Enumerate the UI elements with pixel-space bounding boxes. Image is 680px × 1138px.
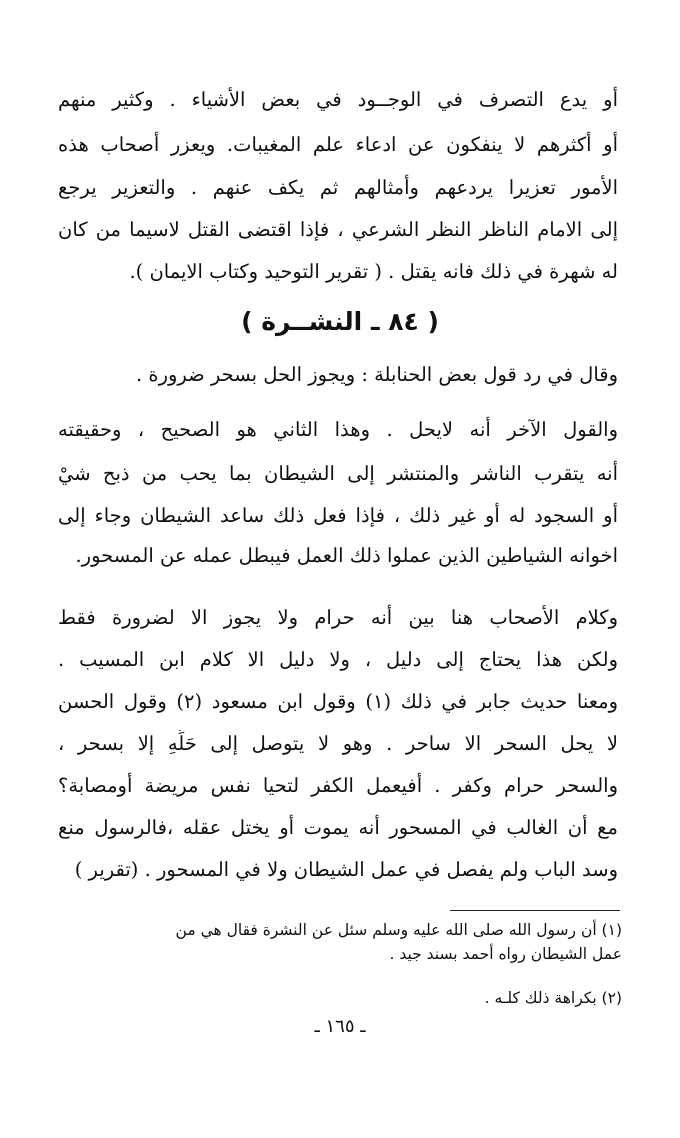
- paragraph3-line-2: ولكن هذا يحتاج إلى دليل ، ولا دليل الا كلام ابن المسيب .: [58, 648, 618, 671]
- paragraph1-line-5: له شهرة في ذلك فانه يقتل . ( تقرير التوحيد وكتاب الايمان ).: [129, 260, 618, 283]
- intro-line: وقال في رد قول بعض الحنابلة : ويجوز الحل بسحر ضرورة .: [135, 363, 618, 386]
- paragraph2-line-1: والقول الآخر أنه لايحل . وهذا الثاني هو الصحيح ، وحقيقته: [58, 418, 618, 441]
- paragraph1-line-3: الأمور تعزيرا يردعهم وأمثالهم ثم يكف عنهم . والتعزير يرجع: [58, 176, 618, 199]
- paragraph3-line-5: والسحر حرام وكفر . أفيعمل الكفر لتحيا نفس مريضة أومصابة؟: [58, 774, 618, 797]
- paragraph1-line-2: أو أكثرهم لا ينفكون عن ادعاء علم المغيبات. ويعزر أصحاب هذه: [58, 133, 618, 156]
- paragraph2-line-4: اخوانه الشياطين الذين عملوا ذلك العمل فيبطل عمله عن المسحور.: [75, 544, 618, 567]
- paragraph1-line-4: إلى الامام الناظر النظر الشرعي ، فإذا اقتضى القتل لاسيما من كان: [58, 218, 618, 241]
- page-number: ـ ١٦٥ ـ: [314, 1016, 366, 1037]
- paragraph2-line-2: أنه يتقرب الناشر والمنتشر إلى الشيطان بما يحب من ذبح شيْ: [58, 462, 618, 485]
- paragraph3-line-4: لا يحل السحر الا ساحر . وهو لا يتوصل إلى حَلِّهِ إلا بسحر ،: [58, 732, 618, 755]
- section-heading: ( ٨٤ ـ النشــرة ): [241, 307, 439, 336]
- paragraph3-line-1: وكلام الأصحاب هنا بين أنه حرام ولا يجوز الا لضرورة فقط: [58, 606, 618, 629]
- paragraph3-line-6: مع أن الغالب في المسحور أنه يموت أو يختل عقله ،فالرسول منع: [58, 816, 618, 839]
- paragraph3-line-7: وسد الباب ولم يفصل في عمل الشيطان ولا في المسحور . (تقرير ): [74, 858, 618, 881]
- paragraph3-line-3: ومعنا حديث جابر في ذلك (١) وقول ابن مسعود (٢) وقول الحسن: [58, 690, 618, 713]
- paragraph2-line-3: أو السجود له أو غير ذلك ، فإذا فعل ذلك ساعد الشيطان وجاء إلى: [58, 504, 618, 527]
- footnote-divider: [450, 910, 620, 911]
- footnote-1-line-1: (١) أن رسول الله صلى الله عليه وسلم سئل عن النشرة فقال هي من: [175, 921, 622, 939]
- footnote-2: (٢) بكراهة ذلك كلـه .: [484, 989, 622, 1007]
- paragraph1-line-1: أو يدع التصرف في الوجــود في بعض الأشياء . وكثير منهم: [58, 88, 618, 111]
- footnote-1-line-2: عمل الشيطان رواه أحمد بسند جيد .: [389, 945, 622, 963]
